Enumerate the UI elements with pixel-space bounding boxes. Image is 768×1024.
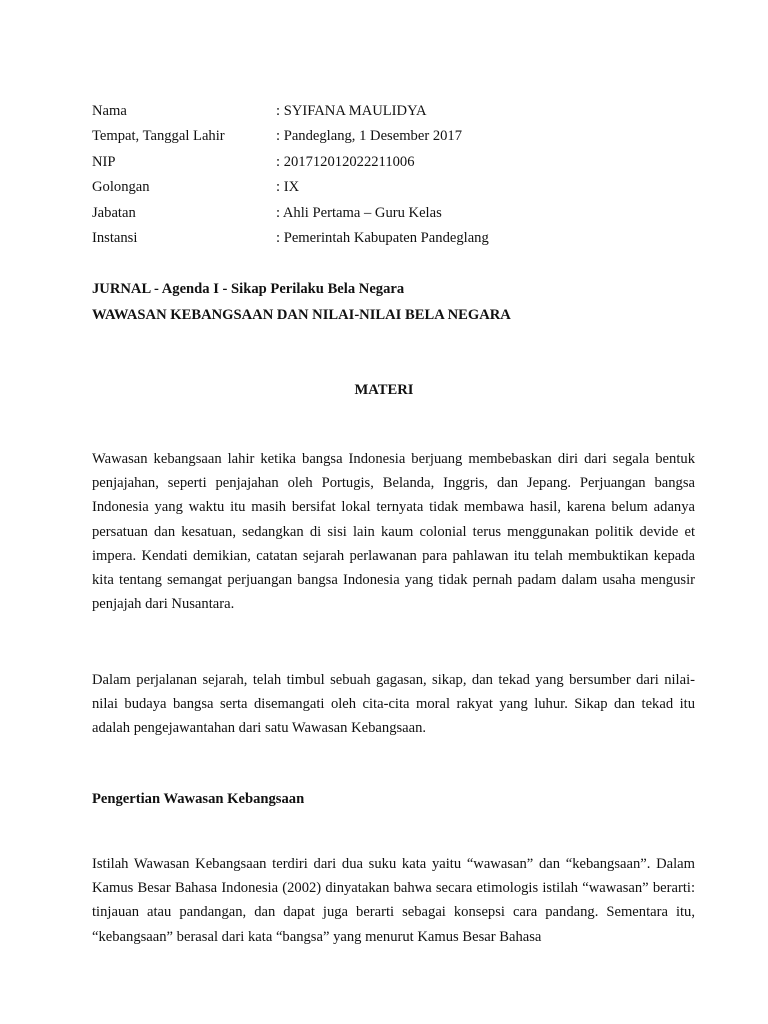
identity-row-nip [92, 152, 692, 177]
identity-value: : Pemerintah Kabupaten Pandeglang [276, 229, 489, 246]
paragraph-wawasan-kebangsaan-history: Wawasan kebangsaan lahir ketika bangsa Indonesia berjuang membebaskan diri dari segala bentuk penjajahan, seperti penjajahan oleh Portugis, Belanda, Inggris, dan Jepang. Perjuangan bangsa Indonesia yang waktu itu masih bersifat lokal ternyata tidak membawa hasil, karena belum adanya persatuan dan kesatuan, sedangkan di sisi lain kaum colonial terus menggunakan politik devide et impera. Kendati demikian, catatan sejarah perlawanan para pahlawan itu telah membuktikan kepada kita tentang semangat perjuangan bangsa Indonesia yang tidak pernah padam dalam usaha mengusir penjajah dari Nusantara. [92, 451, 695, 613]
identity-value: : IX [276, 179, 300, 196]
identity-value: : Pandeglang, 1 Desember 2017 [276, 128, 463, 145]
paragraph-istilah-wawasan-kebangsaan: Istilah Wawasan Kebangsaan terdiri dari dua suku kata yaitu “wawasan” dan “kebangsaan”. Dalam Kamus Besar Bahasa Indonesia (2002) dinyatakan bahwa secara etimologis istilah “wawasan” berarti: tinjauan atau pandangan, dan dapat juga berarti sebagai konsepsi cara pandang. Sementara itu, “kebangsaan” berasal dari kata “bangsa” yang menurut Kamus Besar Bahasa [92, 856, 695, 945]
identity-label: Jabatan [92, 204, 136, 221]
identity-value: : SYIFANA MAULIDYA [276, 103, 427, 119]
identity-row-nama [92, 101, 692, 126]
paragraph-gagasan-sikap-tekad: Dalam perjalanan sejarah, telah timbul sebuah gagasan, sikap, dan tekad yang bersumber dari nilai-nilai budaya bangsa serta disemangati oleh cita-cita moral rakyat yang luhur. Sikap dan tekad itu adalah pengejawantahan dari satu Wawasan Kebangsaan. [92, 672, 695, 737]
identity-block [92, 101, 692, 253]
journal-heading [92, 276, 511, 328]
identity-row-jabatan [92, 203, 692, 228]
identity-label: Tempat, Tanggal Lahir [92, 128, 225, 145]
identity-row-tempat-tanggal-lahir [92, 126, 692, 151]
materi-heading: MATERI [354, 382, 414, 398]
journal-agenda: JURNAL - Agenda I - Sikap Perilaku Bela Negara [92, 281, 405, 297]
section-heading-pengertian: Pengertian Wawasan Kebangsaan [92, 791, 305, 807]
identity-label: Nama [92, 103, 127, 119]
identity-value: : Ahli Pertama – Guru Kelas [276, 204, 442, 221]
identity-row-golongan [92, 177, 692, 202]
identity-label: Instansi [92, 229, 138, 246]
identity-value: : 201712012022211006 [276, 153, 415, 170]
identity-label: Golongan [92, 179, 150, 196]
identity-row-instansi [92, 228, 692, 253]
identity-label: NIP [92, 153, 116, 170]
journal-title: WAWASAN KEBANGSAAN DAN NILAI-NILAI BELA NEGARA [92, 307, 511, 323]
